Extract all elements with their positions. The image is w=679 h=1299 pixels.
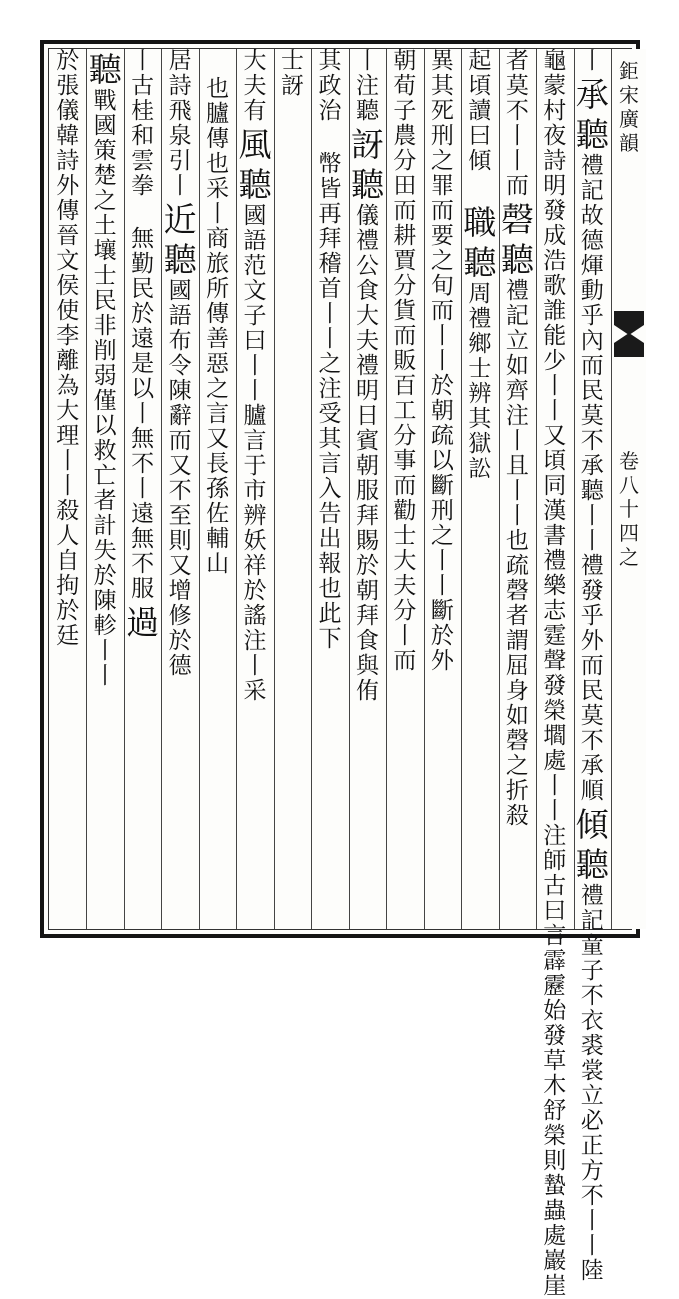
- column-rule: [86, 49, 87, 929]
- column-rule: [311, 49, 312, 929]
- column-rule: [536, 49, 537, 929]
- page-frame: [40, 40, 640, 1299]
- text-column: 也 臚 傳 也 采 丨 商 旅 所 傳 善 惡 之 言 又 長 孫 佐 輔 山: [206, 76, 230, 577]
- column-rule: [236, 49, 237, 929]
- text-column: 聽 戰 國 策 楚 之 土 壤 士 民 非 削 弱 僅 以 救 亡 者 計 失 於 陳 軫 丨 丨: [88, 50, 122, 689]
- fish-tail-mark: [612, 307, 646, 361]
- text-column: 大 夫 有 風 聽 國 語 范 文 子 曰 丨 丨 臚 言 于 市 辨 妖 祥 於 謠 注 丨 采: [238, 48, 272, 704]
- text-column: 丨 注 聽 訝 聽 儀 禮 公 食 大 夫 禮 明 日 賓 朝 服 拜 賜 於 朝 拜 食 與 侑: [350, 48, 384, 704]
- text-column: 起 頃 讀 曰 傾 職 聽 周 禮 鄉 士 辨 其 獄 訟: [463, 48, 497, 482]
- text-column: 丨 承 聽 禮 記 故 德 煇 動 乎 內 而 民 莫 不 承 聽 丨 丨 禮 發 乎 外 而 民 莫 不 承 順 傾 聽 禮 記 童 子 不 衣 裘 裳 立 必 正 方 不 丨 丨 陸: [575, 48, 609, 1284]
- column-rule: [124, 49, 125, 929]
- column-rule: [199, 49, 200, 929]
- text-column: 朝 荀 子 農 分 田 而 耕 賈 分 貨 而 販 百 工 分 事 而 勸 士 大 夫 分 丨 而: [393, 48, 417, 674]
- text-column: 於 張 儀 韓 詩 外 傳 晉 文 侯 使 李 離 為 大 理 丨 丨 殺 人 自 拘 於 廷: [56, 48, 80, 649]
- column-rule: [461, 49, 462, 929]
- column-rule: [574, 49, 575, 929]
- column-rule: [424, 49, 425, 929]
- text-column: 龜 蒙 村 夜 詩 明 發 成 浩 歌 誰 能 少 丨 丨 又 頃 同 漢 書 禮 樂 志 霆 聲 發 榮 壛 處 丨 丨 注 師 古 曰 言 霹 靂 始 發 草 木 舒 榮 則 蟄 蟲 處 巖 崖: [543, 48, 567, 1299]
- text-block: [48, 48, 639, 1299]
- text-column: 者 莫 不 丨 丨 而 磬 聽 禮 記 立 如 齊 注 丨 且 丨 丨 也 疏 磬 者 謂 屈 身 如 磬 之 折 殺: [500, 48, 534, 829]
- text-column: 其 政 治 幣 皆 再 拜 稽 首 丨 丨 之 注 受 其 言 入 告 出 報 也 此 下: [318, 48, 342, 652]
- text-column: 異 其 死 刑 之 罪 而 要 之 旬 而 丨 丨 於 朝 疏 以 斷 刑 之 丨 丨 斷 於 外: [430, 48, 454, 674]
- page-margin-strip: [611, 49, 646, 929]
- column-rule: [499, 49, 500, 929]
- text-column: 居 詩 飛 泉 引 丨 近 聽 國 語 布 令 陳 辭 而 又 不 至 則 又 增 修 於 德: [163, 48, 197, 679]
- side-title-top: 鉅 宋 廣 韻: [619, 59, 639, 155]
- column-rule: [161, 49, 162, 929]
- column-rule: [349, 49, 350, 929]
- text-column: 丨 古 桂 和 雲 拳 無 勤 民 於 遠 是 以 丨 無 不 丨 遠 無 不 服 過: [126, 48, 160, 642]
- text-column: 士 訝: [281, 48, 305, 99]
- column-rule: [386, 49, 387, 929]
- column-rule: [274, 49, 275, 929]
- side-title-mid: 卷 八 十 四 之: [619, 449, 639, 569]
